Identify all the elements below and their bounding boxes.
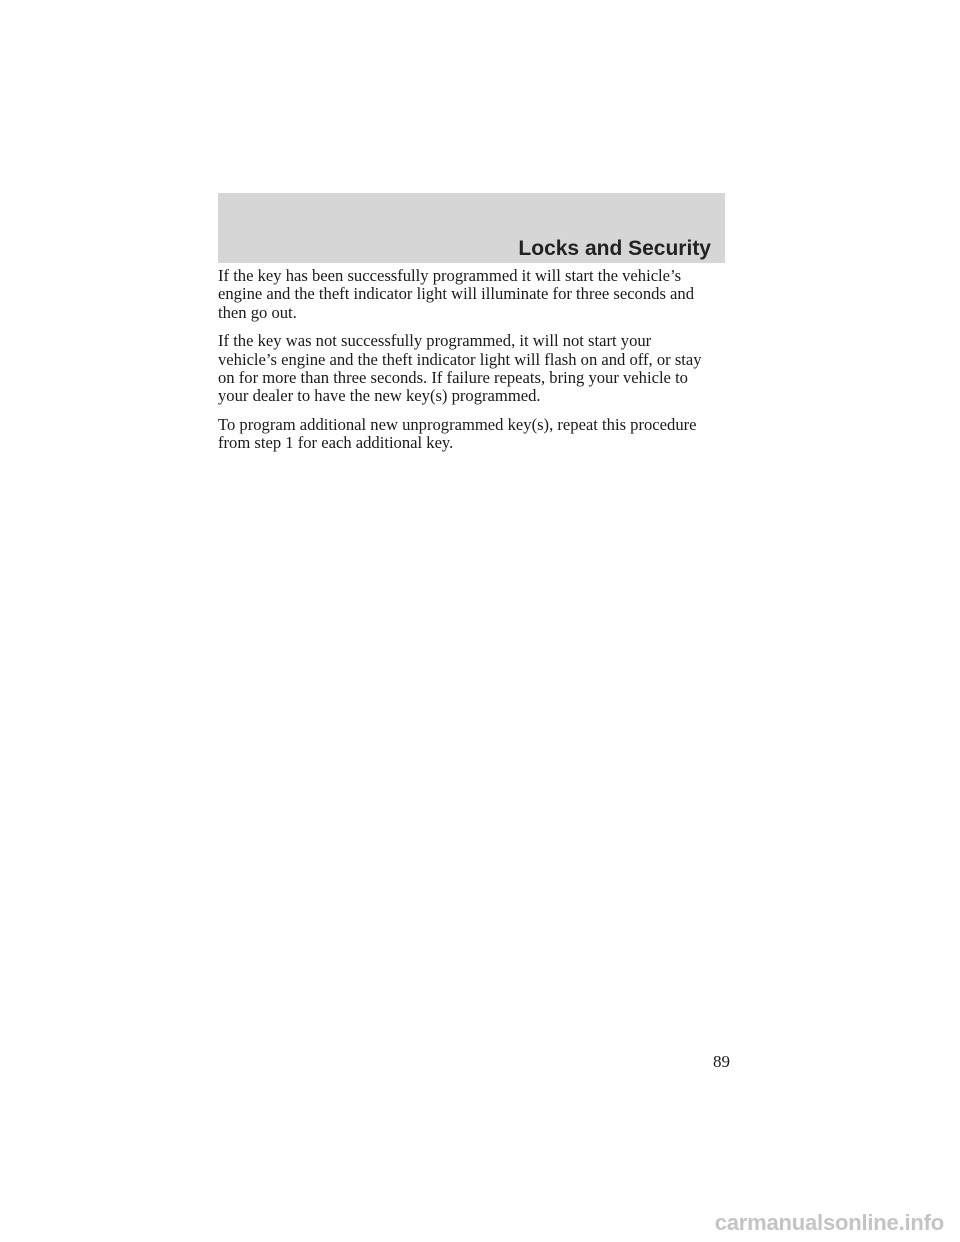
text-line: engine and the theft indicator light will illuminate for three seconds and [218,284,695,304]
body-text [218,267,728,463]
paragraph-additional-keys [218,416,728,453]
text-line: from step 1 for each additional key. [218,433,454,453]
text-line: If the key was not successfully programmed, it will not start your [218,331,652,351]
text-line: then go out. [218,302,297,322]
text-line: your dealer to have the new key(s) programmed. [218,386,541,406]
text-line: on for more than three seconds. If failure repeats, bring your vehicle to [218,368,688,388]
paragraph-failure [218,332,728,406]
text-line: If the key has been successfully programmed it will start the vehicle’s [218,266,682,285]
watermark: carmanualsonline.info [714,1210,944,1235]
section-title: Locks and Security [518,237,711,260]
section-header-band [218,193,725,263]
page-number: 89 [713,1052,730,1071]
paragraph-success [218,267,728,322]
text-line: vehicle’s engine and the theft indicator light will flash on and off, or stay [218,349,702,369]
text-line: To program additional new unprogrammed key(s), repeat this procedure [218,414,697,434]
